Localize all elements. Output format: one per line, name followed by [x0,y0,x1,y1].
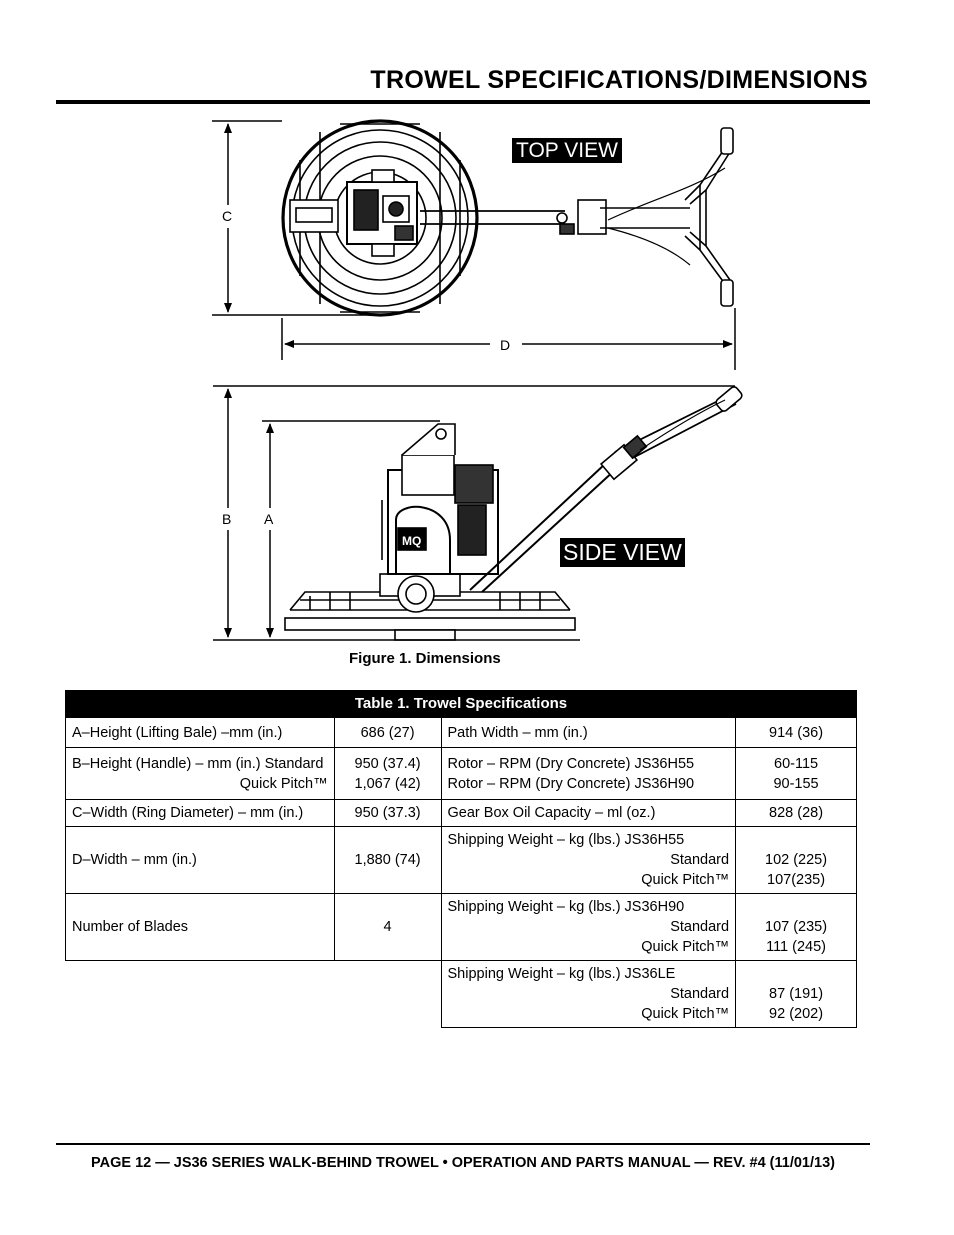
spec-label [441,827,736,894]
table-row [66,718,857,748]
spec-label-line: Shipping Weight – kg (lbs.) JS36LE [447,966,676,982]
dim-a-label: A [264,511,274,527]
spec-value: 914 (36) [736,718,857,748]
empty-cell [66,961,442,1028]
spec-label: C–Width (Ring Diameter) – mm (in.) [66,800,335,827]
spec-label: Number of Blades [66,894,335,961]
table-row [66,800,857,827]
dim-d-label: D [500,337,511,353]
dimensions-figure [0,105,954,650]
table-header-row [66,691,857,718]
spec-sublabel: Standard [670,919,730,935]
dim-c-label: C [222,208,233,224]
side-view-label: SIDE VIEW [560,538,685,567]
spec-value-line: 107 (235) [765,919,828,935]
title-rule [56,100,870,104]
spec-value: 828 (28) [736,800,857,827]
spec-label-line: Shipping Weight – kg (lbs.) JS36H55 [447,832,685,848]
spec-label [441,961,736,1028]
spec-sublabel: Quick Pitch™ [239,775,328,792]
page-title: TROWEL SPECIFICATIONS/DIMENSIONS [370,66,868,94]
spec-label: Path Width – mm (in.) [441,718,736,748]
spec-label [441,894,736,961]
spec-value: 1,880 (74) [334,827,441,894]
dim-b-label: B [222,511,232,527]
spec-value-line: 92 (202) [769,1006,824,1022]
table-row [66,748,857,800]
spec-sublabel: Quick Pitch™ [641,872,730,888]
table-row [66,894,857,961]
spec-value: 950 (37.3) [334,800,441,827]
spec-value [736,827,857,894]
table-row [66,827,857,894]
spec-value-line: 107(235) [767,872,826,888]
table-title: Table 1. Trowel Specifications [66,691,857,718]
spec-label: D–Width – mm (in.) [66,827,335,894]
specifications-table [65,690,857,1028]
spec-value-line: 1,067 (42) [354,775,421,792]
spec-value-line: 950 (37.4) [354,755,421,772]
spec-sublabel: Standard [670,986,730,1002]
spec-label-line: B–Height (Handle) – mm (in.) Standard [72,755,324,772]
side-view-drawing [285,385,743,640]
spec-label-line: Rotor – RPM (Dry Concrete) JS36H55 [447,755,695,772]
spec-value [736,894,857,961]
spec-sublabel: Quick Pitch™ [641,939,730,955]
spec-label-line: Shipping Weight – kg (lbs.) JS36H90 [447,899,685,915]
spec-sublabel: Standard [670,852,730,868]
footer-rule [56,1143,870,1145]
table-row [66,961,857,1028]
top-view-drawing [283,121,733,315]
spec-value [736,961,857,1028]
spec-label-line: Rotor – RPM (Dry Concrete) JS36H90 [447,775,695,792]
spec-label: A–Height (Lifting Bale) –mm (in.) [66,718,335,748]
spec-value-line: 90-155 [773,775,819,792]
spec-value-line: 87 (191) [769,986,824,1002]
spec-value [736,748,857,800]
spec-label [66,748,335,800]
spec-value-line: 111 (245) [766,939,826,955]
spec-sublabel: Quick Pitch™ [641,1006,730,1022]
spec-value: 686 (27) [334,718,441,748]
top-view-label: TOP VIEW [512,138,622,163]
spec-value-line: 60-115 [774,755,819,772]
brand-logo: MQ [402,534,422,548]
spec-value: 4 [334,894,441,961]
spec-value-line: 102 (225) [765,852,828,868]
spec-label [441,748,736,800]
page-footer: PAGE 12 — JS36 SERIES WALK-BEHIND TROWEL • OPERATION AND PARTS MANUAL — REV. #4 (11/01/13) [91,1155,835,1171]
spec-label: Gear Box Oil Capacity – ml (oz.) [441,800,736,827]
spec-value [334,748,441,800]
